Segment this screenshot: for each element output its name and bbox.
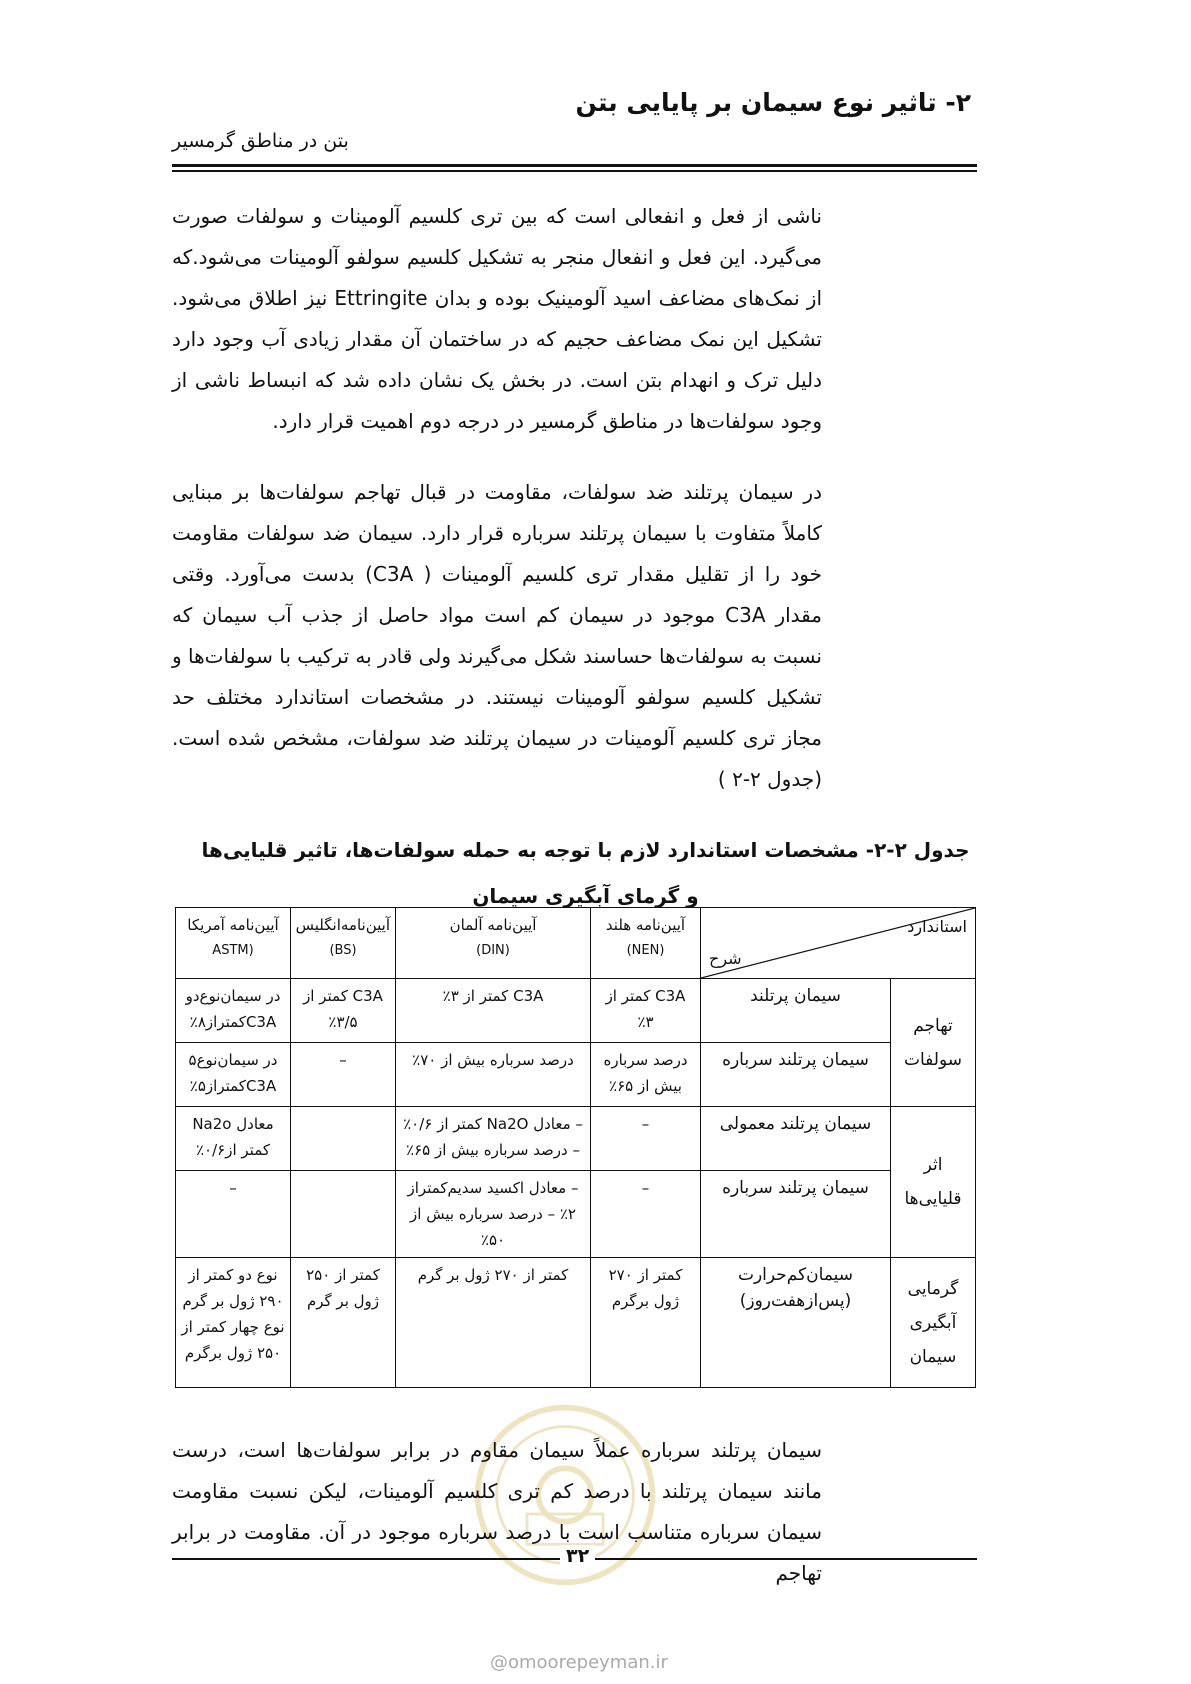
cell-astm: معادل Na2o کمتر از۰/۶٪ xyxy=(176,1107,291,1171)
cell-din: C3A کمتر از ۳٪ xyxy=(396,979,591,1043)
cell-bs: C3A کمتر از ۳/۵٪ xyxy=(291,979,396,1043)
cell-nen: درصد سرباره بیش از ۶۵٪ xyxy=(591,1043,701,1107)
header-bs xyxy=(291,908,396,979)
cell-astm: نوع دو کمتر از ۲۹۰ ژول بر گرم نوع چهار کمتر از ۲۵۰ ژول برگرم xyxy=(176,1258,291,1388)
cell-nen: C3A کمتر از ۳٪ xyxy=(591,979,701,1043)
paragraph-2: در سیمان پرتلند ضد سولفات، مقاومت در قبال تهاجم سولفات‌ها بر مبنایی کاملاً متفاوت با سیمان پرتلند سرباره قرار دارد. سیمان ضد سولفات مقاومت خود را از تقلیل مقدار تری کلسیم آلومینات ( C3A) بدست می‌آورد. وقتی مقدار C3A موجود در سیمان کم است مواد حاصل از جذب آب سیمان که نسبت به سولفات‌ها حساسند شکل می‌گیرند ولی قادر به ترکیب با سولفات‌ها و تشکیل کلسیم سولفو آلومینات نیستند. در مشخصات استاندارد مختلف حد مجاز تری کلسیم آلومینات در سیمان پرتلند ضد سولفات، مشخص شده است. (جدول ۲-۲ ) xyxy=(171,480,822,791)
paragraph-1: ناشی از فعل و انفعالی است که بین تری کلسیم آلومینات و سولفات صورت می‌گیرد. این فعل و انفعال منجر به تشکیل کلسیم سولفو آلومینات می‌شود.که از نمک‌های مضاعف اسید آلومینیک بوده و بدان Ettringite نیز اطلاق می‌شود. تشکیل این نمک مضاعف حجیم که در ساختمان آن مقدار زیادی آب وجود دارد دلیل ترک و انهدام بتن است. در بخش یک نشان داده شد که انبساط ناشی از وجود سولفات‌ها در مناطق گرمسیر در درجه دوم اهمیت قرار دارد. xyxy=(172,204,822,433)
table-caption: جدول ۲-۲- مشخصات استاندارد لازم با توجه به حمله سولفات‌ها، تاثیر قلیایی‌ها و گرمای آبگیری سیمان xyxy=(201,838,970,908)
table-header-row xyxy=(176,908,976,979)
row-type: سیمان پرتلند xyxy=(701,979,891,1043)
page-number: ۳۲ xyxy=(560,1545,595,1567)
cell-bs: کمتر از ۲۵۰ ژول بر گرم xyxy=(291,1258,396,1388)
header-nen-code: (NEN) xyxy=(626,943,665,958)
footer-watermark: @omoorepeyman.ir xyxy=(490,1652,668,1673)
header-astm-name: آیین‌نامه آمریکا xyxy=(187,916,279,934)
table-row xyxy=(176,1107,976,1171)
section-title: ۲- تاثیر نوع سیمان بر پایایی بتن xyxy=(575,88,971,117)
cell-bs xyxy=(291,1107,396,1171)
category-alkali: اثر قلیایی‌ها xyxy=(891,1107,976,1258)
row-type: سیمان پرتلند سرباره xyxy=(701,1171,891,1258)
cell-nen: – xyxy=(591,1107,701,1171)
row-type: سیمان پرتلند سرباره xyxy=(701,1043,891,1107)
header-nen-name: آیین‌نامه هلند xyxy=(605,916,686,934)
table-row xyxy=(176,979,976,1043)
header-din xyxy=(396,908,591,979)
cell-nen: کمتر از ۲۷۰ ژول برگرم xyxy=(591,1258,701,1388)
cell-bs: – xyxy=(291,1043,396,1107)
header-diagonal-cell xyxy=(701,908,976,979)
header-bs-code: (BS) xyxy=(329,943,357,958)
header-astm xyxy=(176,908,291,979)
header-bs-name: آیین‌نامه‌انگلیس xyxy=(295,916,390,934)
header-din-code: (DIN) xyxy=(476,943,510,958)
cell-nen: – xyxy=(591,1171,701,1258)
table-row xyxy=(176,1171,976,1258)
cell-astm: در سیمان‌نوع۵ C3Aکمتر‌از۵٪ xyxy=(176,1043,291,1107)
cell-din: – معادل Na2O کمتر از ۰/۶٪ – درصد سرباره بیش از ۶۵٪ xyxy=(396,1107,591,1171)
cell-din: درصد سرباره بیش از ۷۰٪ xyxy=(396,1043,591,1107)
category-sulfate: تهاجم سولفات xyxy=(891,979,976,1107)
header-nen xyxy=(591,908,701,979)
header-standard: استاندارد xyxy=(907,917,967,936)
header-rule-bottom xyxy=(172,170,977,172)
spec-table xyxy=(175,907,976,1388)
table-row xyxy=(176,1043,976,1107)
header-rule-top xyxy=(172,164,977,167)
row-type: سیمان‌کم‌حرارت (پس‌ازهفت‌روز) xyxy=(701,1258,891,1388)
cell-din: کمتر از ۲۷۰ ژول بر گرم xyxy=(396,1258,591,1388)
cell-din: – معادل اکسید سدیم‌کمتر‌از ۲٪ – درصد سرباره بیش از ۵۰٪ xyxy=(396,1171,591,1258)
book-title: بتن در مناطق گرمسیر xyxy=(172,130,349,152)
paragraph-3: سیمان پرتلند سرباره عملاً سیمان مقاوم در برابر سولفات‌ها است، درست مانند سیمان پرتلند با درصد کم تری کلسیم آلومینات، لیکن نسبت مقاومت سیمان سرباره متناسب است با درصد سرباره موجود در آن. مقاومت در برابر تهاجم xyxy=(172,1438,822,1585)
row-type: سیمان پرتلند معمولی xyxy=(701,1107,891,1171)
cell-astm: در سیمان‌نوع‌دو C3Aکمتر‌از۸٪ xyxy=(176,979,291,1043)
cell-bs xyxy=(291,1171,396,1258)
table-row xyxy=(176,1258,976,1388)
cell-astm: – xyxy=(176,1171,291,1258)
category-heat: گرمایی آبگیری سیمان xyxy=(891,1258,976,1388)
header-astm-code: (ASTM xyxy=(212,943,254,958)
header-din-name: آیین‌نامه آلمان xyxy=(449,916,537,934)
header-description: شرح xyxy=(709,949,742,968)
